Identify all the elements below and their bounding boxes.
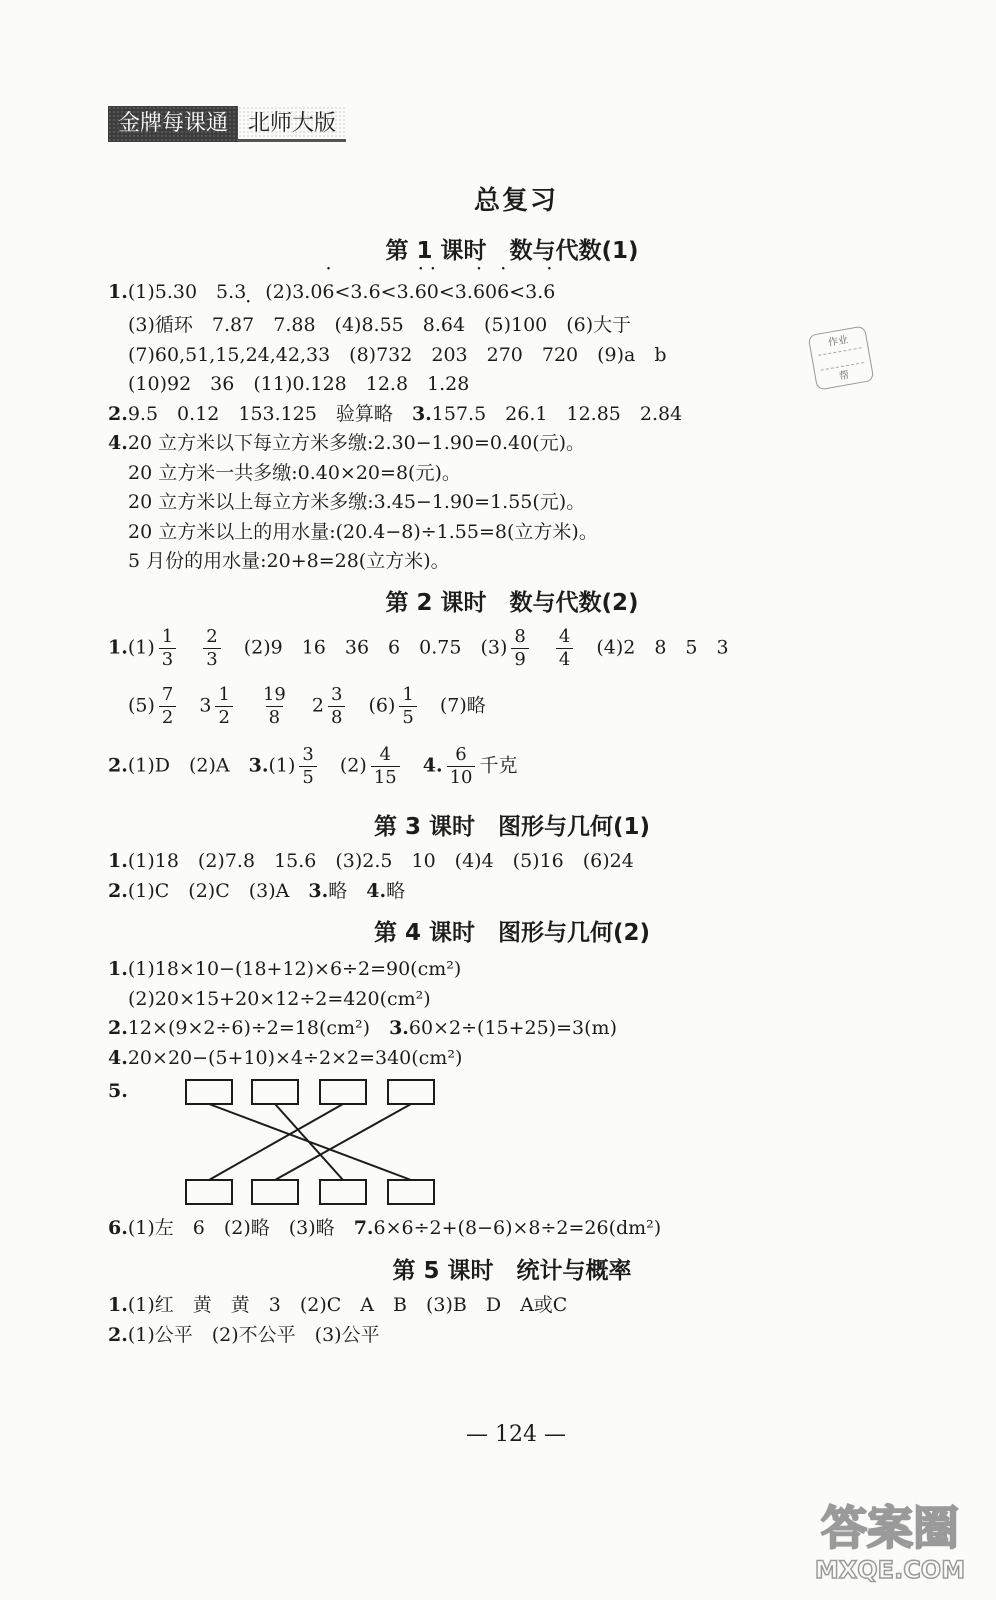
- fraction: $\frac{19}{8}$: [262, 684, 286, 728]
- site-watermark: [790, 1482, 990, 1592]
- connector-3: [209, 1104, 343, 1180]
- s1-line-3: (7)60,51,15,24,42,33 (8)732 203 270 720 (9)a b: [128, 344, 667, 366]
- q-number: 2.: [108, 880, 128, 902]
- s2-line-3: [108, 744, 517, 789]
- q-number: 3.: [248, 754, 269, 777]
- top-box-4: [388, 1080, 434, 1104]
- bottom-box-2: [252, 1180, 298, 1204]
- homework-stamp: [808, 325, 875, 390]
- s5-line-2-text: (1)公平 (2)不公平 (3)公平: [127, 1324, 380, 1346]
- repeating-dot-digit: 0 ˙: [427, 278, 439, 306]
- q-number: 4.: [366, 880, 387, 902]
- s1-line-5: [108, 400, 682, 428]
- series-badge: [108, 106, 346, 142]
- edition-name: 北师大版: [238, 106, 346, 142]
- series-name: 金牌每课通: [108, 106, 238, 142]
- bottom-box-3: [320, 1180, 366, 1204]
- s4-q5-number: [108, 1077, 128, 1105]
- repeating-dot-digit: 7 ˙: [242, 311, 254, 339]
- connector-4: [275, 1104, 411, 1180]
- s3-line-2c: 略: [386, 880, 406, 902]
- s1-line-5b: 157.5 26.1 12.85 2.84: [431, 403, 683, 425]
- q-number: 2.: [108, 1017, 128, 1039]
- s2-text: (1)D (2)A: [127, 754, 249, 777]
- section-title-5: 第 5 课时 统计与概率: [392, 1258, 632, 1284]
- s4-line-3a: 12×(9×2÷6)÷2=18(cm²): [127, 1017, 390, 1039]
- section-title-4: 第 4 课时 图形与几何(2): [373, 920, 651, 946]
- fraction: $\frac{6}{10}$: [447, 744, 476, 789]
- s3-line-2: [108, 877, 405, 905]
- q-number: 1.: [108, 636, 128, 659]
- fraction: $\frac{4}{15}$: [371, 744, 400, 789]
- q-number: 3.: [389, 1017, 409, 1039]
- q-number: 3.: [411, 403, 432, 425]
- s2-text: (7)略: [439, 694, 486, 717]
- bottom-box-4: [388, 1180, 434, 1204]
- q-number: 2.: [108, 403, 128, 425]
- s3-line-2a: (1)C (2)C (3)A: [127, 880, 309, 902]
- s1-line-2: [128, 311, 631, 339]
- s5-line-2: [108, 1321, 380, 1349]
- s2-line-1: [108, 626, 729, 671]
- page-title: 总复习: [473, 186, 558, 216]
- s1-line-6-text: 20 立方米以下每立方米多缴:2.30−1.90=0.40(元)。: [127, 432, 586, 454]
- q-number: 1.: [108, 1294, 128, 1316]
- q-number: 2.: [108, 754, 128, 777]
- repeating-dot-digit: 6 ˙: [473, 278, 485, 306]
- mixed-whole: 3: [199, 694, 212, 717]
- s3-line-2b: 略: [328, 880, 367, 902]
- s4-line-6: [108, 1214, 661, 1242]
- q-number: 4.: [108, 432, 128, 454]
- q-number: 1.: [108, 958, 128, 980]
- s1-line-1a: (1)5.30 5.3 (2)3.0: [127, 281, 323, 303]
- s2-label: (5): [128, 694, 155, 717]
- fraction: $\frac{1}{2}$: [215, 684, 232, 729]
- s4-line-1: [108, 955, 461, 983]
- fraction: $\frac{7}{2}$: [159, 684, 176, 729]
- s1-line-1c: <3.: [438, 281, 473, 303]
- top-box-3: [320, 1080, 366, 1104]
- fraction: $\frac{4}{4}$: [556, 626, 573, 671]
- section-title-3: 第 3 课时 图形与几何(1): [373, 814, 651, 840]
- s1-line-7: 20 立方米一共多缴:0.40×20=8(元)。: [128, 462, 461, 484]
- watermark-main-text: 答案圈: [821, 1501, 959, 1555]
- fraction: $\frac{3}{8}$: [328, 684, 345, 729]
- q-number: 2.: [108, 1324, 128, 1346]
- s1-line-1b: <3.6<3.: [334, 281, 415, 303]
- q-number: 7.: [353, 1217, 374, 1239]
- s5-line-1: [108, 1291, 567, 1319]
- q-number: 1.: [108, 281, 128, 303]
- top-box-2: [252, 1080, 298, 1104]
- s1-line-6: [108, 429, 585, 457]
- q-number: 1.: [108, 850, 128, 872]
- section-title-2: 第 2 课时 数与代数(2): [385, 590, 639, 616]
- s4-line-3b: 60×2÷(15+25)=3(m): [408, 1017, 617, 1039]
- s1-line-1: 1.(1)5.30 5.3 (2)3.06 ˙<3.6<3.6 ˙0 ˙<3.6 ˙06 ˙<3.6 ˙: [108, 278, 555, 306]
- fraction: $\frac{2}{3}$: [203, 626, 220, 671]
- page-number: — 124 —: [466, 1422, 566, 1447]
- s4-line-1-text: (1)18×10−(18+12)×6÷2=90(cm²): [127, 958, 462, 980]
- stamp-bottom-text: 帮: [838, 369, 851, 383]
- fraction: $\frac{1}{3}$: [159, 626, 176, 671]
- fraction: $\frac{3}{5}$: [299, 744, 316, 789]
- repeating-dot-digit: 6 ˙: [543, 278, 555, 306]
- s4-line-4-text: 20×20−(5+10)×4÷2×2=340(cm²): [127, 1047, 463, 1069]
- bottom-box-1: [186, 1180, 232, 1204]
- q-number: 4.: [422, 754, 443, 777]
- s4-line-2: (2)20×15+20×12÷2=420(cm²): [128, 988, 431, 1010]
- s5-line-1-text: (1)红 黄 黄 3 (2)C A B (3)B D A或C: [127, 1294, 568, 1316]
- s2-text: (4)2 8 5 3: [596, 636, 729, 659]
- s1-line-9: 20 立方米以上的用水量:(20.4−8)÷1.55=8(立方米)。: [128, 521, 598, 543]
- connector-2: [275, 1104, 343, 1180]
- s1-line-2a: (3)循环 7.8: [128, 314, 243, 336]
- s2-label: (1): [127, 636, 155, 659]
- s1-line-5a: 9.5 0.12 153.125 验算略: [127, 403, 412, 425]
- s2-label: (1): [268, 754, 296, 777]
- repeating-dot-digit: 6 ˙: [497, 278, 509, 306]
- s4-line-6a: (1)左 6 (2)略 (3)略: [127, 1217, 354, 1239]
- matching-diagram: [180, 1074, 444, 1210]
- fraction: $\frac{8}{9}$: [511, 626, 528, 671]
- q-number: 5.: [108, 1080, 128, 1102]
- q-number: 3.: [308, 880, 329, 902]
- s4-line-3: [108, 1014, 617, 1042]
- s1-line-1d: <3.: [509, 281, 544, 303]
- s2-text: 千克: [479, 754, 518, 777]
- section-title-1: 第 1 课时 数与代数(1): [385, 238, 639, 264]
- q-number: 6.: [108, 1217, 128, 1239]
- mixed-whole: 2: [311, 694, 324, 717]
- s2-text: (2)9 16 36 6 0.75 (3): [243, 636, 508, 659]
- s3-line-1: [108, 847, 634, 875]
- stamp-top-text: 作业: [827, 334, 849, 349]
- watermark-sub-text: MXQE.COM: [814, 1556, 966, 1584]
- repeating-dot-digit: 6 ˙: [322, 278, 334, 306]
- s2-line-2: [128, 684, 486, 729]
- fraction: $\frac{1}{5}$: [399, 684, 416, 729]
- s4-line-4: [108, 1044, 462, 1072]
- s1-line-10: 5 月份的用水量:20+8=28(立方米)。: [128, 550, 450, 572]
- q-number: 4.: [108, 1047, 128, 1069]
- s1-line-2b: 7.88 (4)8.55 8.64 (5)100 (6)大于: [254, 314, 632, 336]
- top-box-1: [186, 1080, 232, 1104]
- s1-line-4: (10)92 36 (11)0.128 12.8 1.28: [128, 373, 470, 395]
- repeating-dot-digit: 6 ˙: [415, 278, 427, 306]
- watermark-logo: [790, 1482, 990, 1592]
- s3-line-1-text: (1)18 (2)7.8 15.6 (3)2.5 10 (4)4 (5)16 (6)24: [127, 850, 634, 872]
- s2-label: (6): [368, 694, 396, 717]
- s2-label: (2): [339, 754, 367, 777]
- s1-line-8: 20 立方米以上每立方米多缴:3.45−1.90=1.55(元)。: [128, 491, 586, 513]
- s4-line-6b: 6×6÷2+(8−6)×8÷2=26(dm²): [373, 1217, 662, 1239]
